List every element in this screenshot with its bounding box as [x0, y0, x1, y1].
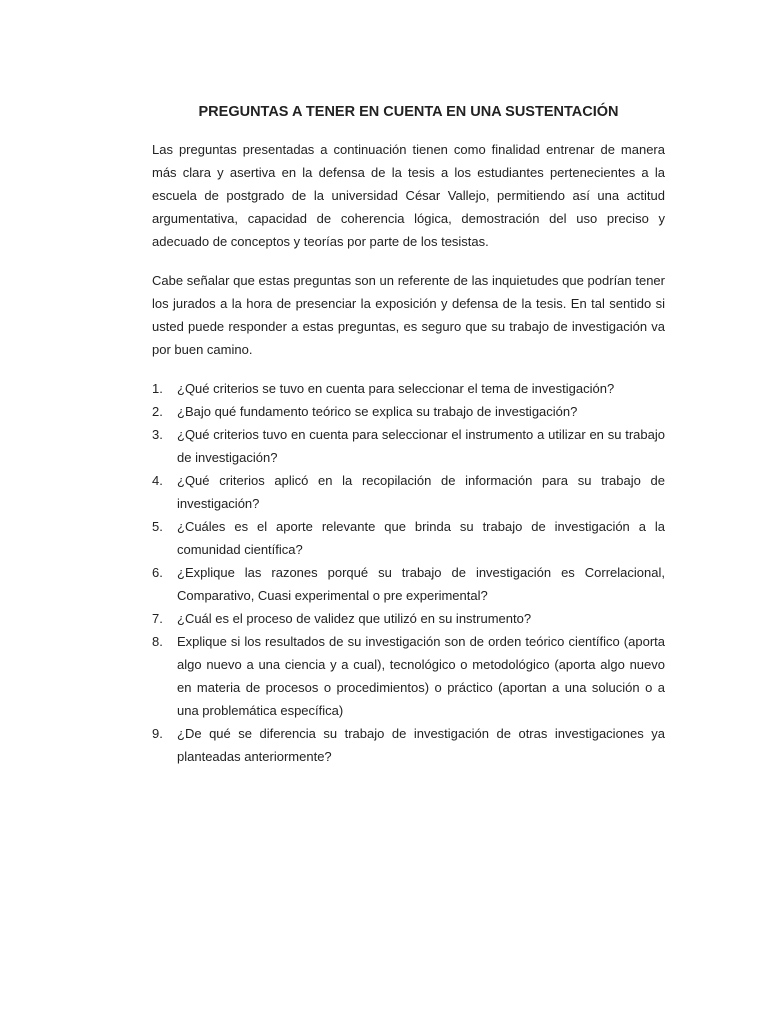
question-item	[152, 722, 665, 768]
question-item	[152, 607, 665, 630]
context-paragraph: Cabe señalar que estas preguntas son un referente de las inquietudes que podrían tener los jurados a la hora de presenciar la exposición y defensa de la tesis. En tal sentido si usted puede responder a estas preguntas, es seguro que su trabajo de investigación va por buen camino.	[152, 273, 665, 357]
document-title: PREGUNTAS A TENER EN CUENTA EN UNA SUSTENTACIÓN	[198, 104, 619, 120]
intro-paragraph: Las preguntas presentadas a continuación tienen como finalidad entrenar de manera más clara y asertiva en la defensa de la tesis a los estudiantes pertenecientes a la escuela de postgrado de la universidad César Vallejo, permitiendo así una actitud argumentativa, capacidad de coherencia lógica, demostración del uso preciso y adecuado de conceptos y teorías por parte de los tesistas.	[152, 142, 665, 249]
question-number: 2.	[152, 404, 163, 419]
question-item	[152, 400, 665, 423]
question-number: 3.	[152, 427, 163, 442]
question-number: 1.	[152, 381, 163, 396]
question-item	[152, 561, 665, 607]
question-item	[152, 469, 665, 515]
document-page	[152, 104, 665, 768]
question-number: 5.	[152, 519, 163, 534]
question-item	[152, 423, 665, 469]
question-item	[152, 377, 665, 400]
question-text: ¿Bajo qué fundamento teórico se explica su trabajo de investigación?	[177, 404, 578, 419]
question-item	[152, 630, 665, 722]
question-text: ¿Explique las razones porqué su trabajo de investigación es Correlacional, Comparativo, Cuasi experimental o pre experimental?	[177, 565, 665, 603]
question-text: ¿Qué criterios aplicó en la recopilación de información para su trabajo de investigación?	[177, 473, 665, 511]
questions-list	[152, 377, 665, 768]
question-number: 9.	[152, 726, 163, 741]
question-text: ¿De qué se diferencia su trabajo de investigación de otras investigaciones ya planteadas anteriormente?	[177, 726, 665, 764]
question-number: 8.	[152, 634, 163, 649]
question-text: Explique si los resultados de su investigación son de orden teórico científico (aporta algo nuevo a una ciencia y a cual), tecnológico o metodológico (aporta algo nuevo en materia de procesos o procedimientos) o práctico (aportan a una solución o a una problemática específica)	[177, 634, 665, 718]
question-text: ¿Cuáles es el aporte relevante que brinda su trabajo de investigación a la comunidad científica?	[177, 519, 665, 557]
question-text: ¿Qué criterios tuvo en cuenta para seleccionar el instrumento a utilizar en su trabajo de investigación?	[177, 427, 665, 465]
question-number: 7.	[152, 611, 163, 626]
question-number: 6.	[152, 565, 163, 580]
question-text: ¿Cuál es el proceso de validez que utilizó en su instrumento?	[177, 611, 532, 626]
question-item	[152, 515, 665, 561]
question-text: ¿Qué criterios se tuvo en cuenta para seleccionar el tema de investigación?	[177, 381, 615, 396]
question-number: 4.	[152, 473, 163, 488]
